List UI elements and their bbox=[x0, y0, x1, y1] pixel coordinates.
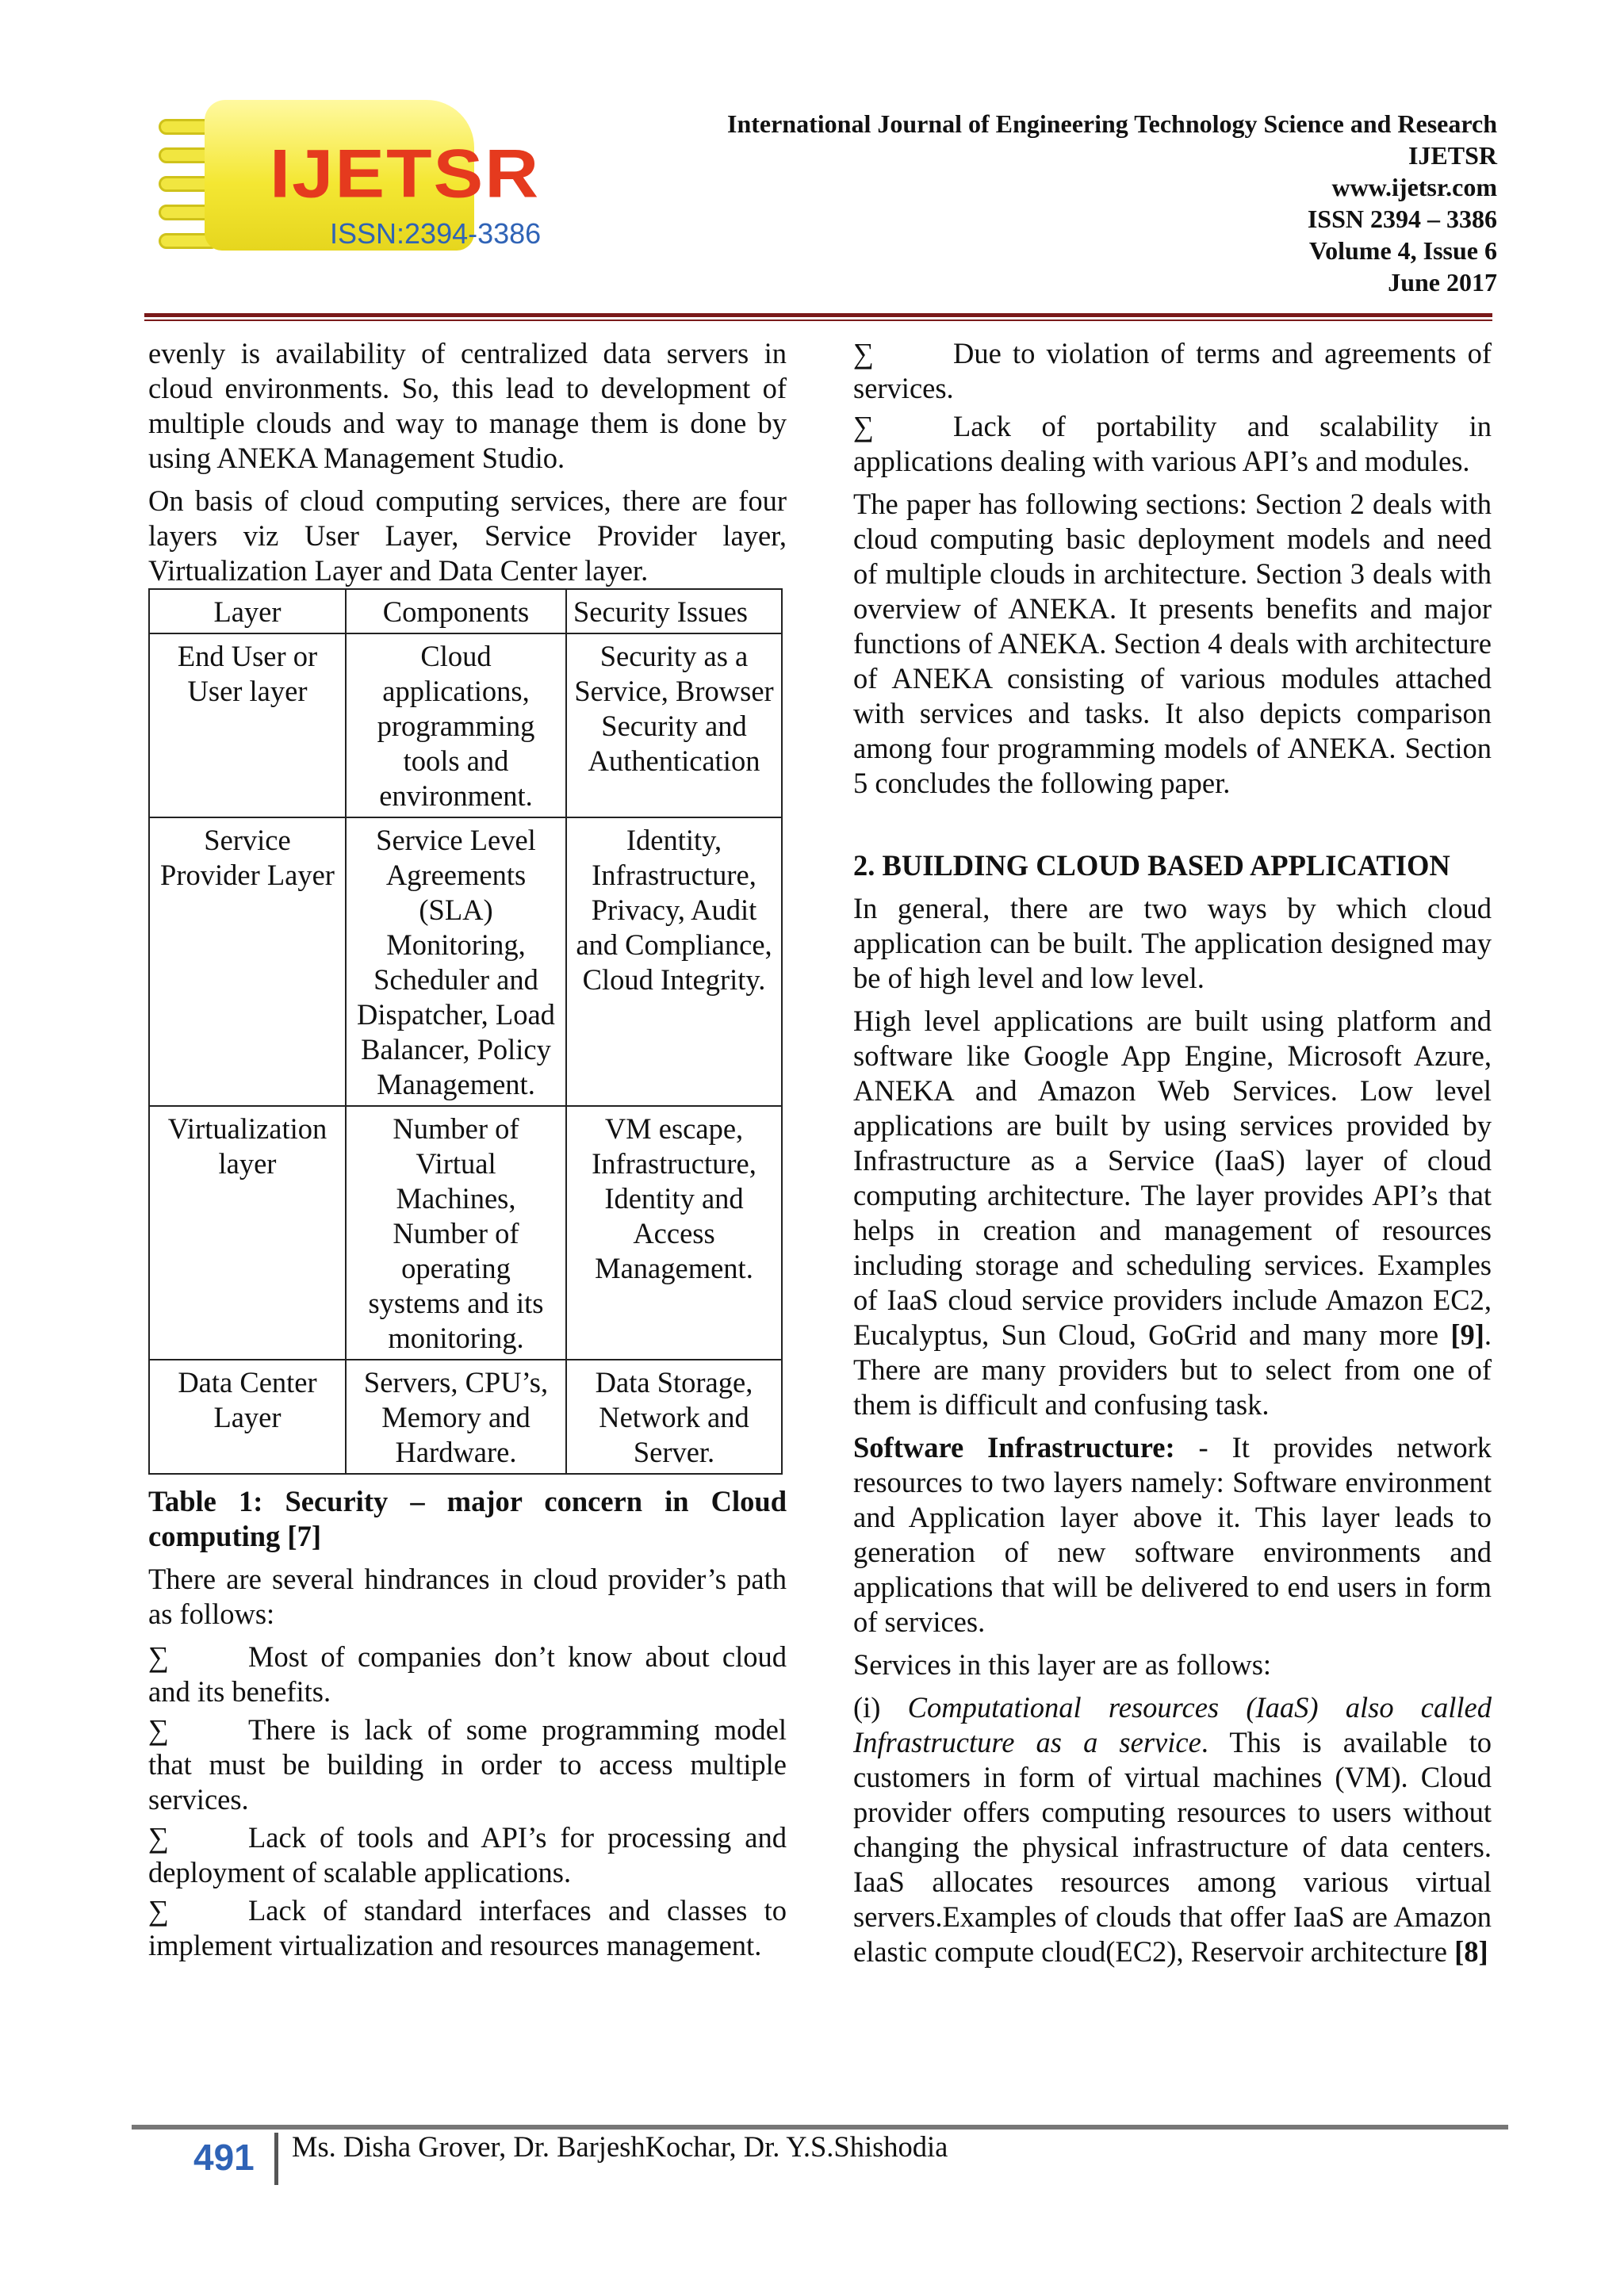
table-cell: Service Provider Layer bbox=[149, 817, 346, 1106]
footer-authors: Ms. Disha Grover, Dr. BarjeshKochar, Dr. Y.S.Shishodia bbox=[292, 2130, 948, 2163]
paragraph: The paper has following sections: Section 2 deals with cloud computing basic deployment models and need of multiple clouds in architecture. Section 3 deals with overview of ANEKA. It presents benefits and major functions of ANEKA. Section 4 deals with architecture of ANEKA consisting of various modules attached with services and tasks. It also depicts comparison among four programming models of ANEKA. Section 5 concludes the following paper. bbox=[853, 488, 1492, 799]
paragraph-text: . This is available to customers in form of virtual machines (VM). Cloud provider offers computing resources to users without changing the physical infrastructure of data centers. IaaS allocates resources among various virtual servers.Examples of clouds that offer IaaS are Amazon elastic compute cloud(EC2), Reservoir architecture bbox=[853, 1726, 1492, 1968]
table-cell: Security as a Service, Browser Security and Authentication bbox=[566, 633, 782, 817]
table-cell: Virtualization layer bbox=[149, 1106, 346, 1360]
table-row bbox=[149, 1360, 782, 1474]
paragraph: evenly is availability of centralized data servers in cloud environments. So, this lead to development of multiple clouds and way to manage them is done by using ANEKA Management Studio. bbox=[148, 337, 787, 474]
right-column bbox=[853, 336, 1492, 1977]
citation: [9] bbox=[1450, 1318, 1484, 1351]
journal-info bbox=[727, 108, 1497, 298]
footer-separator bbox=[274, 2133, 278, 2185]
table-cell: Identity, Infrastructure, Privacy, Audit and Compliance, Cloud Integrity. bbox=[566, 817, 782, 1106]
journal-issn: ISSN 2394 – 3386 bbox=[1307, 205, 1497, 233]
header-divider-thin bbox=[144, 320, 1492, 321]
term-lead: Software Infrastructure: bbox=[853, 1431, 1175, 1464]
section-heading: 2. BUILDING CLOUD BASED APPLICATION bbox=[853, 849, 1450, 882]
table-header-row bbox=[149, 589, 782, 633]
header-divider bbox=[144, 313, 1492, 317]
journal-abbr: IJETSR bbox=[1408, 141, 1497, 170]
page-number: 491 bbox=[193, 2137, 255, 2178]
bullet-text: Due to violation of terms and agreements of services. bbox=[853, 337, 1492, 404]
bullet-text: Lack of portability and scalability in applications dealing with various API’s and modules. bbox=[853, 410, 1492, 477]
list-item bbox=[148, 1820, 787, 1890]
bullet-sigma-icon: ∑ bbox=[148, 1640, 170, 1673]
bullet-text: There is lack of some programming model that must be building in order to access multiple services. bbox=[148, 1713, 787, 1816]
list-item bbox=[148, 1712, 787, 1817]
bullet-sigma-icon: ∑ bbox=[148, 1894, 170, 1927]
bullet-text: Lack of standard interfaces and classes to implement virtualization and resources management. bbox=[148, 1894, 787, 1961]
list-item bbox=[853, 409, 1492, 479]
list-item bbox=[148, 1893, 787, 1963]
table-cell: Service Level Agreements (SLA) Monitoring, Scheduler and Dispatcher, Load Balancer, Policy Management. bbox=[346, 817, 566, 1106]
paragraph bbox=[853, 1004, 1492, 1422]
journal-date: June 2017 bbox=[1388, 268, 1497, 297]
left-column bbox=[148, 336, 787, 1966]
bullet-sigma-icon: ∑ bbox=[148, 1713, 170, 1746]
paragraph-text: - It provides network resources to two layers namely: Software environment and Application layer above it. This layer leads to generation of new software environments and applications that will be delivered to end users in form of services. bbox=[853, 1431, 1492, 1638]
paragraph-text: High level applications are built using platform and software like Google App Engine, Microsoft Azure, ANEKA and Amazon Web Services. Low level applications are built by using services provided by Infrastructure as a Service (IaaS) layer of cloud computing architecture. The layer provides API’s that helps in creation and management of resources including storage and scheduling services. Examples of IaaS cloud service providers include Amazon EC2, Eucalyptus, Sun Cloud, GoGrid and many more bbox=[853, 1004, 1492, 1351]
citation: [8] bbox=[1454, 1935, 1488, 1968]
bullet-sigma-icon: ∑ bbox=[853, 410, 875, 442]
paragraph: There are several hindrances in cloud provider’s path as follows: bbox=[148, 1563, 787, 1630]
security-table bbox=[148, 588, 783, 1475]
bullet-text: Most of companies don’t know about cloud and its benefits. bbox=[148, 1640, 787, 1708]
table-header-cell: Components bbox=[346, 589, 566, 633]
list-item bbox=[148, 1640, 787, 1709]
logo-issn: ISSN:2394-3386 bbox=[330, 217, 542, 250]
paragraph-text: . There are many providers but to select from one of them is difficult and confusing task. bbox=[853, 1318, 1492, 1421]
paragraph: On basis of cloud computing services, there are four layers viz User Layer, Service Provider layer, Virtualization Layer and Data Center layer. bbox=[148, 484, 787, 587]
list-number: (i) bbox=[853, 1691, 908, 1724]
table-cell: Data Center Layer bbox=[149, 1360, 346, 1474]
table-cell: Servers, CPU’s, Memory and Hardware. bbox=[346, 1360, 566, 1474]
table-cell: Data Storage, Network and Server. bbox=[566, 1360, 782, 1474]
bullet-sigma-icon: ∑ bbox=[853, 337, 875, 369]
paragraph: Services in this layer are as follows: bbox=[853, 1648, 1272, 1681]
table-row bbox=[149, 633, 782, 817]
table-cell: Cloud applications, programming tools and environment. bbox=[346, 633, 566, 817]
bullet-sigma-icon: ∑ bbox=[148, 1821, 170, 1854]
logo-text: IJETSR bbox=[270, 135, 541, 212]
table-header-cell: Security Issues bbox=[566, 589, 782, 633]
list-item bbox=[853, 336, 1492, 406]
table-row bbox=[149, 1106, 782, 1360]
table-cell: Number of Virtual Machines, Number of operating systems and its monitoring. bbox=[346, 1106, 566, 1360]
journal-volume: Volume 4, Issue 6 bbox=[1308, 236, 1497, 265]
table-caption: Table 1: Security – major concern in Cloud computing [7] bbox=[148, 1485, 787, 1552]
table-row bbox=[149, 817, 782, 1106]
journal-logo bbox=[151, 100, 547, 266]
paragraph bbox=[853, 1430, 1492, 1640]
italic-term: Computational resources (IaaS) also called Infrastructure as a service bbox=[853, 1691, 1492, 1758]
journal-website: www.ijetsr.com bbox=[1331, 173, 1497, 201]
table-cell: VM escape, Infrastructure, Identity and Access Management. bbox=[566, 1106, 782, 1360]
journal-name: International Journal of Engineering Technology Science and Research bbox=[726, 109, 1497, 138]
paragraph: In general, there are two ways by which cloud application can be built. The application designed may be of high level and low level. bbox=[853, 892, 1492, 994]
table-cell: End User or User layer bbox=[149, 633, 346, 817]
bullet-text: Lack of tools and API’s for processing and deployment of scalable applications. bbox=[148, 1821, 787, 1888]
table-header-cell: Layer bbox=[149, 589, 346, 633]
paragraph bbox=[853, 1690, 1492, 1969]
